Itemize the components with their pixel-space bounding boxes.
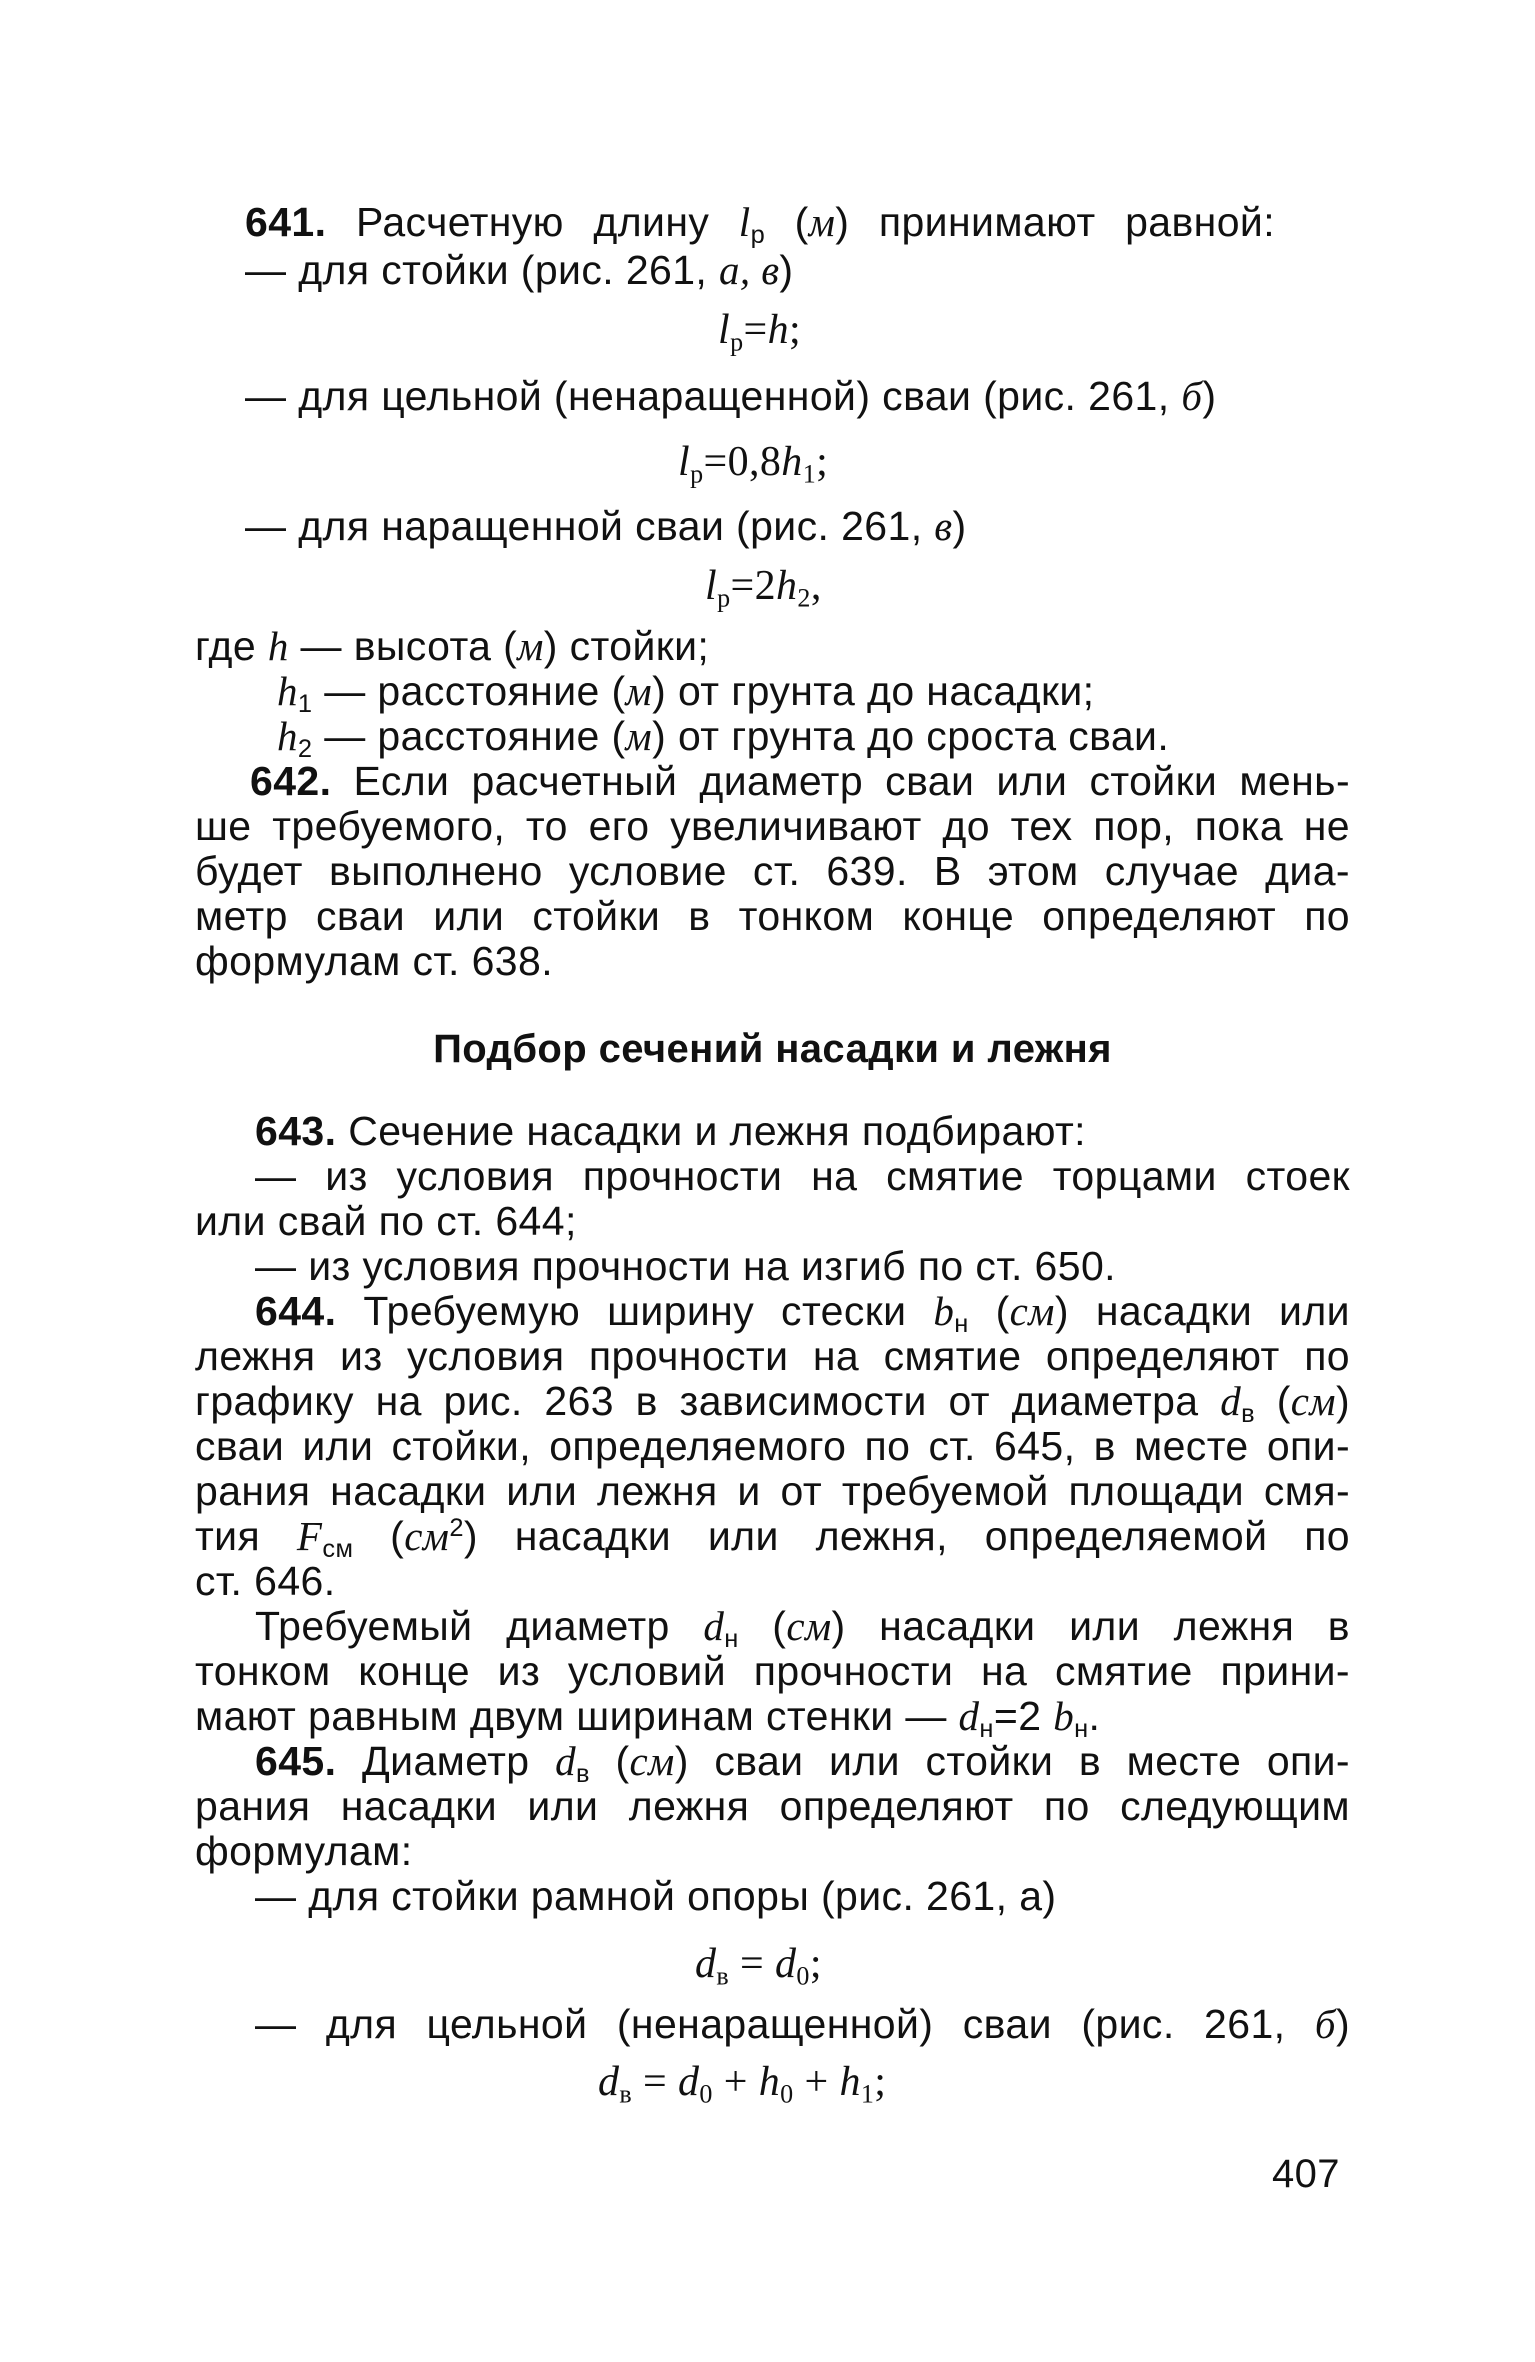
symbol-d: d: [958, 1693, 980, 1739]
figure-ref: а, в: [719, 247, 780, 293]
text-run: ) от грунта до сроста сваи.: [652, 713, 1170, 759]
text-run: Расчетную длину: [355, 199, 739, 245]
paragraph-643-line: или свай по ст. 644;: [195, 1198, 577, 1244]
text-run: ) насадки или лежня, определяемой по: [463, 1513, 1350, 1559]
unit: м: [808, 199, 836, 245]
case-line: — для стойки рамной опоры (рис. 261, а): [255, 1873, 1057, 1919]
unit: см: [786, 1603, 832, 1649]
unit: см: [1290, 1378, 1336, 1424]
text-run: — для цельной (ненаращенной) сваи (рис. 261,: [245, 373, 1182, 419]
paragraph-number: 645.: [255, 1738, 337, 1784]
paragraph-645-line: формулам:: [195, 1828, 413, 1874]
case-line: [255, 2000, 1350, 2048]
text-run: мают равным двум ширинам стенки —: [195, 1693, 959, 1739]
text-run: Требуемую ширину стески: [363, 1288, 934, 1334]
symbol-h: h: [277, 668, 298, 714]
subscript: р: [730, 327, 744, 357]
plus-sign: +: [793, 2059, 840, 2105]
symbol-l: l: [718, 307, 731, 353]
symbol-d: d: [598, 2059, 620, 2105]
subscript: р: [717, 583, 731, 613]
unit: м: [517, 623, 544, 669]
text-run: (: [738, 1603, 787, 1649]
text-run: ;: [816, 439, 829, 485]
subscript: 0: [780, 2079, 794, 2109]
paragraph-641-line: [245, 198, 1275, 250]
paragraph-643-line: — из условия прочности на смятие торцами стоек: [255, 1153, 1350, 1199]
paragraph-643-line: [255, 1107, 1086, 1155]
subscript: н: [954, 1310, 969, 1339]
paragraph-644-line: [195, 1512, 1350, 1564]
symbol-F: F: [296, 1513, 323, 1559]
equals-sign: =: [730, 563, 755, 609]
text-run: ) стойки;: [543, 623, 710, 669]
subscript: р: [690, 459, 704, 489]
unit: м: [625, 668, 653, 714]
text-run: — для наращенной сваи (рис. 261,: [245, 503, 935, 549]
where-line: [277, 667, 1095, 719]
paragraph-645-line: рания насадки или лежня определяют по следующим: [195, 1783, 1350, 1829]
symbol-d: d: [695, 1941, 717, 1987]
plus-sign: +: [712, 2059, 759, 2105]
text-run: (: [1255, 1378, 1291, 1424]
subscript: в: [575, 1760, 590, 1789]
equals-sign: =: [743, 307, 768, 353]
subscript: 1: [860, 2079, 875, 2109]
text-run: ,: [810, 563, 822, 609]
paragraph-number: 642.: [250, 758, 332, 804]
figure-ref: б: [1181, 373, 1203, 419]
subscript: 1: [297, 690, 313, 719]
section-heading: Подбор сечений насадки и лежня: [433, 1027, 1112, 1071]
text-run: Сечение насадки и лежня подбирают:: [348, 1108, 1086, 1154]
text-run: Если расчетный диаметр сваи или стойки мень-: [353, 758, 1350, 804]
symbol-h: h: [277, 713, 298, 759]
paragraph-644-line: ст. 646.: [195, 1558, 336, 1604]
text-run: (: [353, 1513, 405, 1559]
text-run: — для стойки (рис. 261,: [245, 247, 720, 293]
case-line: [245, 502, 967, 550]
text-run: ) насадки или лежня в: [831, 1603, 1350, 1649]
subscript: 0: [796, 1961, 810, 1991]
symbol-b: b: [1053, 1693, 1075, 1739]
page-number: 407: [1272, 2152, 1340, 2196]
coefficient: 2: [754, 563, 776, 609]
formula-dv-d0: [695, 1940, 822, 1991]
subscript: 2: [797, 583, 811, 613]
where-line: [277, 712, 1170, 764]
formula-lp-h: [718, 306, 802, 357]
formula-lp-2h2: [705, 562, 822, 613]
paragraph-645-line: [255, 1737, 1350, 1789]
text-run: ): [1335, 1378, 1350, 1424]
paragraph-644-line: сваи или стойки, определяемого по ст. 645, в месте опи-: [195, 1423, 1350, 1469]
text-run: ;: [874, 2059, 887, 2105]
superscript: 2: [449, 1514, 464, 1543]
paragraph-642-line: метр сваи или стойки в тонком конце определяют по: [195, 893, 1350, 939]
paragraph-644-line: [195, 1692, 1101, 1744]
symbol-d: d: [775, 1941, 797, 1987]
text-run: тия: [195, 1513, 297, 1559]
text-run: — расстояние (: [312, 713, 626, 759]
subscript: н: [724, 1625, 739, 1654]
equals-sign: =: [632, 2059, 678, 2105]
text-run: ): [952, 503, 967, 549]
paragraph-642-line: [250, 757, 1350, 805]
text-run: (: [968, 1288, 1010, 1334]
paragraph-642-line: будет выполнено условие ст. 639. В этом случае диа-: [195, 848, 1350, 894]
text-run: ;: [789, 307, 802, 353]
text-run: ): [1202, 373, 1217, 419]
symbol-d: d: [678, 2059, 700, 2105]
unit: см: [404, 1513, 450, 1559]
paragraph-644-line: [195, 1377, 1350, 1429]
symbol-h: h: [781, 439, 803, 485]
text-run: графику на рис. 263 в зависимости от диаметра: [195, 1378, 1221, 1424]
subscript: в: [619, 2079, 633, 2109]
text-run: ) от грунта до насадки;: [652, 668, 1095, 714]
symbol-h: h: [839, 2059, 861, 2105]
text-run: (: [589, 1738, 630, 1784]
paragraph-number: 641.: [245, 199, 327, 245]
text-run: (: [765, 199, 809, 245]
symbol-l: l: [678, 439, 691, 485]
paragraph-644-line: лежня из условия прочности на смятие определяют по: [195, 1333, 1350, 1379]
symbol-h: h: [776, 563, 798, 609]
text-run: ;: [809, 1941, 822, 1987]
paragraph-number: 644.: [255, 1288, 337, 1334]
subscript: 1: [802, 459, 817, 489]
paragraph-643-line: — из условия прочности на изгиб по ст. 650.: [255, 1243, 1116, 1289]
text-run: Требуемый диаметр: [255, 1603, 704, 1649]
symbol-b: b: [933, 1288, 955, 1334]
subscript: см: [322, 1535, 354, 1564]
equals-sign: =: [729, 1941, 775, 1987]
symbol-d: d: [1220, 1378, 1242, 1424]
text-run: — для цельной (ненаращенной) сваи (рис. 261,: [255, 2001, 1315, 2047]
symbol-h: h: [767, 307, 789, 353]
coefficient: 0,8: [727, 439, 782, 485]
symbol-h: h: [758, 2059, 781, 2105]
paragraph-642-line: ше требуемого, то его увеличивают до тех пор, пока не: [195, 803, 1350, 849]
text-run: — расстояние (: [312, 668, 626, 714]
text-run: .: [1088, 1693, 1101, 1739]
text-run: ): [1335, 2001, 1350, 2047]
paragraph-644-line: тонком конце из условий прочности на смятие прини-: [195, 1648, 1350, 1694]
text-run: ) насадки или: [1054, 1288, 1350, 1334]
case-line: [245, 246, 793, 294]
text-run: ): [779, 247, 794, 293]
symbol-d: d: [555, 1738, 576, 1784]
paragraph-644-line: рания насадки или лежня и от требуемой площади смя-: [195, 1468, 1350, 1514]
paragraph-644-line: [255, 1602, 1350, 1654]
text-run: =2: [993, 1693, 1054, 1739]
text-run: Диаметр: [362, 1738, 556, 1784]
subscript: в: [716, 1961, 730, 1991]
symbol-l: l: [738, 199, 751, 245]
symbol-l: l: [705, 563, 718, 609]
text-run: ) сваи или стойки в месте опи-: [674, 1738, 1350, 1784]
paragraph-642-line: формулам ст. 638.: [195, 938, 554, 984]
subscript: 2: [297, 735, 313, 764]
figure-ref: в: [934, 503, 953, 549]
text-run: где: [195, 623, 268, 669]
formula-dv-sum: [598, 2058, 887, 2109]
unit: см: [1009, 1288, 1055, 1334]
subscript: 0: [699, 2079, 713, 2109]
paragraph-644-line: [255, 1287, 1350, 1339]
subscript: р: [750, 221, 766, 250]
subscript: н: [1074, 1715, 1089, 1744]
figure-ref: б: [1314, 2001, 1336, 2047]
subscript: н: [979, 1715, 994, 1744]
subscript: в: [1241, 1400, 1256, 1429]
unit: см: [629, 1738, 675, 1784]
symbol-h: h: [267, 623, 289, 669]
equals-sign: =: [703, 439, 728, 485]
text-run: — высота (: [288, 623, 518, 669]
case-line: [245, 372, 1216, 420]
text-run: ) принимают равной:: [835, 199, 1275, 245]
formula-lp-08h1: [678, 438, 829, 489]
unit: м: [625, 713, 653, 759]
symbol-d: d: [703, 1603, 725, 1649]
where-line: [195, 622, 709, 670]
paragraph-number: 643.: [255, 1108, 337, 1154]
